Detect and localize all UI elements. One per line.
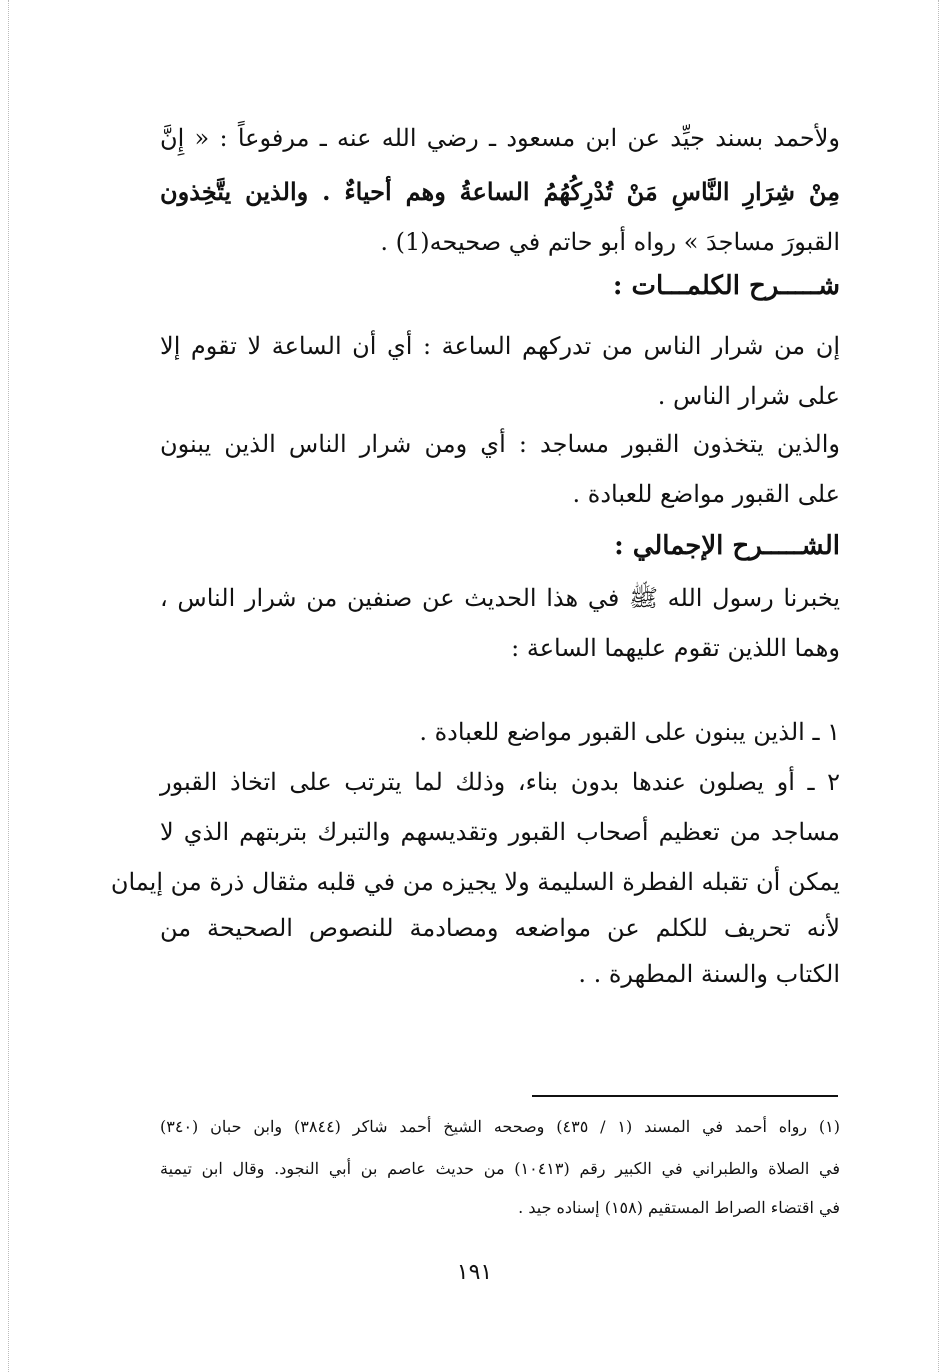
- scan-edge-right: [938, 0, 939, 1372]
- words-line-2: على شرار الناس .: [657, 382, 840, 410]
- general-line-1: يخبرنا رسول الله ﷺ في هذا الحديث عن صنفين من شرار الناس ،: [160, 584, 840, 612]
- list-item-2-line-2: مساجد من تعظيم أصحاب القبور وتقديسهم والتبرك بتربتهم الذي لا: [160, 818, 840, 846]
- scan-edge-left: [8, 0, 9, 1372]
- footnote-line-3: في اقتضاء الصراط المستقيم (١٥٨) إسناده جيد .: [518, 1198, 840, 1217]
- page-number: ١٩١: [456, 1260, 493, 1285]
- list-item-2-line-4: لأنه تحريف للكلم عن مواضعه ومصادمة للنصوص الصحيحة من: [160, 914, 840, 942]
- footnote-line-2: في الصلاة والطبراني في الكبير رقم (١٠٤١٣) من حديث عاصم بن أبي النجود. وقال ابن تيمية: [160, 1159, 841, 1178]
- list-item-2-line-5: الكتاب والسنة المطهرة . .: [578, 960, 840, 988]
- list-item-2-line-1: ٢ ـ أو يصلون عندها بدون بناء، وذلك لما يترتب على اتخاذ القبور: [160, 768, 840, 796]
- general-line-2: وهما اللذين تقوم عليهما الساعة :: [511, 634, 840, 662]
- list-item-1: ١ ـ الذين يبنون على القبور مواضع للعبادة .: [419, 718, 840, 746]
- heading-general-explanation: الشـــــرح الإجمالي :: [614, 531, 840, 561]
- heading-word-explanation: شـــــرح الكلمـــات :: [612, 271, 840, 301]
- hadith-line-2: مِنْ شِرَارِ النَّاسِ مَنْ تُدْرِكُهُمُ الساعةُ وهم أحياءٌ . والذين يتَّخِذون: [160, 177, 840, 206]
- list-item-2-line-3: يمكن أن تقبله الفطرة السليمة ولا يجيزه من في قلبه مثقال ذرة من إيمان: [110, 868, 840, 896]
- words-line-4: على القبور مواضع للعبادة .: [572, 480, 840, 508]
- hadith-line-3: القبورَ مساجدَ » رواه أبو حاتم في صحيحه(1) .: [380, 228, 840, 256]
- words-line-3: والذين يتخذون القبور مساجد : أي ومن شرار الناس الذين يبنون: [160, 430, 840, 458]
- footnote-divider: [532, 1095, 838, 1097]
- footnote-line-1: (١) رواه أحمد في المسند (١ / ٤٣٥) وصححه الشيخ أحمد شاكر (٣٨٤٤) وابن حبان (٣٤٠): [160, 1117, 841, 1136]
- words-line-1: إن من شرار الناس من تدركهم الساعة : أي أن الساعة لا تقوم إلا: [160, 332, 840, 360]
- hadith-line-1: ولأحمد بسند جيِّد عن ابن مسعود ـ رضي الله عنه ـ مرفوعاً : « إِنَّ: [160, 124, 840, 152]
